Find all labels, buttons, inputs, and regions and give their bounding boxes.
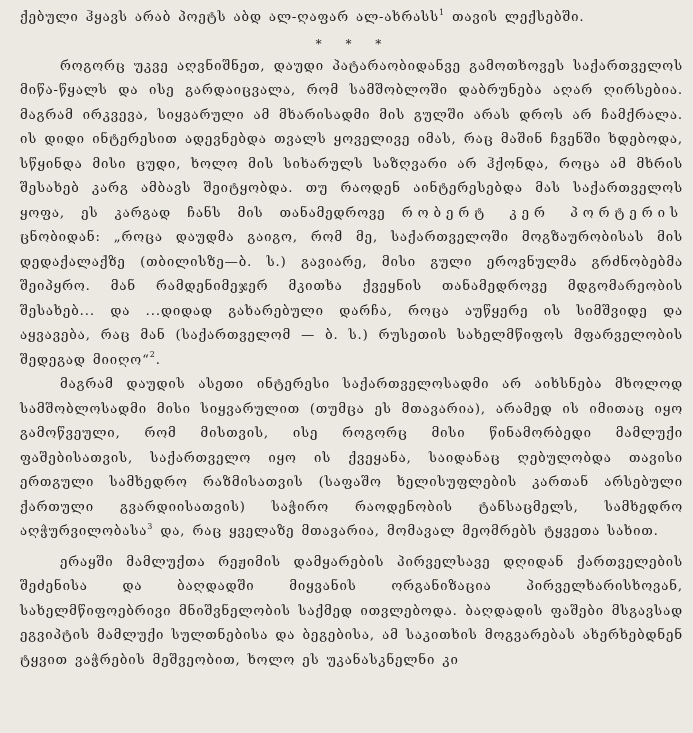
section-separator: * * *: [315, 36, 392, 51]
paragraph-1-text-b: ცნობიდან: „როცა დაუდმა გაიგო, რომ მე, საქართველოში მოგზაურობისას მის დედაქალაქზე (თბილისზე—ბ. ს.) გავიარე, მისი გული ეროვნულმა გრძნობებმა შეიპყრო. მან რამდენიმეჯერ მკითხა ქვეყნის თანამედროვე მდგომარეობის შესახებ... და ...დიდად გახარებული დარჩა, როცა აუწყერე ის სიმშვიდე და აყვავება, რაც მან (საქართველომ — ბ. ს.) რუსეთის სახელმწიფოს მფარველობის შედეგად მიიღო“: [20, 230, 683, 368]
intro-text: ქებული ჰყავს არაბ პოეტს აბდ ალ-ღაფარ ალ-ახრასს: [20, 10, 439, 25]
footnote-ref-1[interactable]: 1: [439, 7, 445, 17]
paragraph-2: [20, 373, 683, 545]
porter-name: რობერტ კერ პორტერის: [401, 205, 683, 221]
paragraph-1: [20, 55, 683, 374]
footnote-ref-3[interactable]: 3: [147, 521, 154, 531]
paragraph-1-end: .: [155, 352, 161, 368]
paragraph-2-text-a: მაგრამ დაუდის ასეთი ინტერესი საქართველოსადმი არ აიხსნება მხოლოდ სამშობლოსადმი მისი სიყვარულით (თუმცა ეს მთავარია), არამედ ის იმითაც იყო გამოწვეული, რომ მისთვის, ისე როგორც მისი წინამორბედი მამლუქი ფაშებისათვის, საქართველო იყო ის ქვეყანა, საიდანაც ღებულობდა თავისი ერთგული სამხედრო რაზმისათვის (საფაშო ხელისუფლების კართან არსებული ქართული გვარდიისათვის) საჭირო რაოდენობის ტანსაცმელს, სამხედრო აღჭურვილობასა: [20, 377, 683, 539]
intro-paragraph: [20, 6, 683, 31]
intro-tail: თავის ლექსებში.: [445, 10, 585, 25]
paragraph-3: ერაყში მამლუქთა რეჟიმის დამყარების პირველსავე დღიდან ქართველების შეძენისა და ბაღდადში მიყვანის ორგანიზაცია პირველხარისხოვან, სახელმწიფოებრივი მნიშვნელობის საქმედ ითვლებოდა. ბაღდადის ფაშები მსგავსად ეგვიპტის მამლუქი სულთნებისა და ბეგებისა, ამ საკითხის მოგვარებას ახერხებდნენ ტყვით ვაჭრების მეშვეობით, ხოლო ეს უკანასკნელნი კი: [20, 554, 683, 668]
footnote-ref-2[interactable]: 2: [149, 350, 156, 360]
paragraph-1-text-a: როგორც უკვე აღვნიშნეთ, დაუდი პატარაობიდანვე გამოთხოვეს საქართველოს მიწა-წყალს და ისე გარდაიცვალა, რომ სამშობლოში დაბრუნება აღარ ღირსებია. მაგრამ ირკვევა, სიყვარული ამ მხარისადმი მის გულში არას დროს არ ჩამქრალა. ის დიდი ინტერესით ადევნებდა თვალს ყოველივე იმას, რაც მაშინ ჩვენში ხდებოდა, სწყინდა მისი ცუდი, ხოლო მის სიხარულს საზღვარი არ ჰქონდა, როცა ამ მხრის შესახებ კარგ ამბავს შეიტყობდა. თუ რაოდენ აინტერესებდა მას საქართველოს ყოფა, ეს კარგად ჩანს მის თანამედროვე: [20, 58, 683, 221]
paragraph-2-text-b: და, რაც ყველაზე მთავარია, მომავალ მეომრებს ტყვეთა სახით.: [153, 524, 659, 539]
